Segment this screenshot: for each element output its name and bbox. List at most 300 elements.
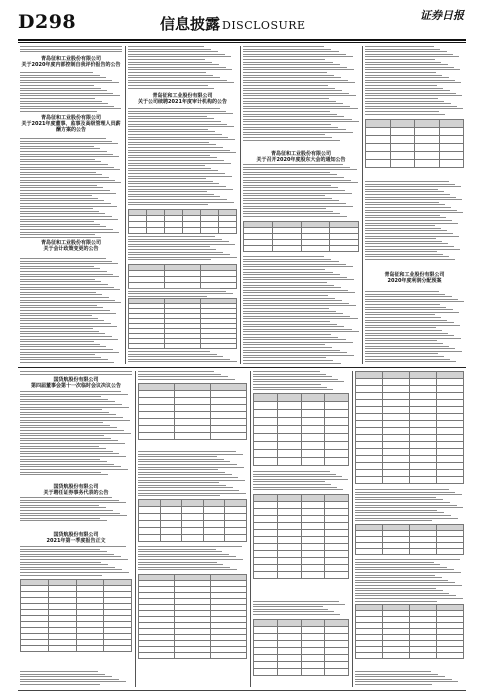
body-text-line (138, 487, 233, 488)
body-text-line (243, 56, 353, 57)
body-text-line (20, 261, 112, 262)
table-row (244, 246, 359, 252)
announcement-company: 青岛征和工业股份有限公司 (270, 151, 331, 157)
table-cell (366, 152, 391, 160)
body-text-line (128, 259, 211, 260)
table-cell (356, 477, 383, 484)
body-text-line (20, 300, 115, 301)
table-cell (301, 418, 325, 426)
data-table (128, 209, 237, 234)
body-text-line (128, 202, 234, 203)
body-text-line (243, 108, 358, 109)
table-cell (301, 620, 325, 627)
table-cell (139, 398, 175, 405)
body-text-line (128, 257, 237, 258)
body-text-line (128, 291, 226, 292)
body-text-line (20, 427, 117, 428)
table-cell (254, 544, 278, 551)
announcement-title: 关于召开2020年度股东大会的通知公告 (256, 157, 346, 163)
table-cell (225, 500, 247, 507)
body-text-line (138, 376, 228, 377)
body-text-line (128, 80, 227, 81)
table-cell (160, 535, 182, 542)
body-text-line (355, 671, 431, 672)
body-text-line (20, 451, 113, 452)
table-cell (139, 412, 175, 419)
column-divider (352, 371, 353, 687)
table-cell (366, 128, 391, 136)
table-cell (211, 391, 247, 398)
table-cell (301, 410, 325, 418)
body-text-line (20, 433, 131, 434)
body-text-line (128, 351, 210, 352)
body-text-line (128, 249, 216, 250)
table-cell (356, 421, 383, 428)
body-text-line (128, 157, 217, 158)
table-cell (356, 393, 383, 400)
body-text-line (243, 98, 329, 99)
body-text-line (20, 440, 118, 441)
body-text-line (243, 90, 342, 91)
page-divider (18, 367, 466, 368)
announcement-company: 青岛征和工业股份有限公司 (384, 272, 445, 278)
body-text-line (128, 204, 208, 205)
table-cell (48, 646, 76, 652)
body-text-line (20, 289, 120, 290)
table-row (129, 344, 237, 349)
body-text-line (355, 489, 449, 490)
body-text-line (243, 182, 358, 183)
body-text-line (365, 114, 445, 115)
table-cell (277, 530, 301, 537)
table-cell (301, 502, 325, 509)
table-cell (410, 549, 437, 555)
table-row (366, 144, 464, 152)
table-cell (366, 120, 391, 128)
table-cell (437, 393, 464, 400)
table-cell (139, 514, 161, 521)
body-text-line (355, 681, 458, 682)
table-cell (325, 551, 349, 558)
table-cell (211, 426, 247, 433)
body-text-line (365, 259, 455, 260)
body-text-line (365, 325, 460, 326)
body-text-line (20, 49, 122, 50)
body-text-line (365, 309, 453, 310)
table-cell (356, 463, 383, 470)
body-text-line (20, 216, 112, 217)
section-title-cn: 信息披露 (160, 15, 221, 33)
body-text-line (243, 313, 343, 314)
table-cell (356, 653, 383, 659)
data-table (355, 371, 464, 484)
body-text-line (20, 333, 105, 334)
table-cell (390, 152, 415, 160)
table-cell (383, 442, 410, 449)
table-cell (325, 502, 349, 509)
body-text-line (365, 67, 454, 68)
body-text-line (128, 59, 205, 60)
body-text-line (20, 341, 94, 342)
body-text-line (20, 459, 100, 460)
table-cell (410, 414, 437, 421)
body-text-line (138, 371, 214, 372)
body-text-line (355, 505, 457, 506)
table-row (356, 463, 464, 470)
body-text-line (253, 614, 340, 615)
body-text-line (20, 161, 101, 162)
body-text-line (20, 82, 119, 83)
body-text-line (20, 569, 122, 570)
body-text-line (355, 601, 437, 602)
table-row (356, 407, 464, 414)
body-text-line (20, 271, 107, 272)
table-cell (182, 535, 204, 542)
table-cell (325, 620, 349, 627)
table-cell (383, 463, 410, 470)
table-cell (254, 502, 278, 509)
body-text-line (128, 288, 220, 289)
body-text-line (128, 49, 211, 50)
table-cell (325, 537, 349, 544)
body-text-line (128, 72, 206, 73)
body-text-line (20, 339, 118, 340)
body-text-line (355, 512, 444, 513)
announcement-company: 国货航股份有限公司 (53, 484, 99, 490)
body-text-line (20, 438, 111, 439)
body-text-line (138, 474, 232, 475)
body-text-line (20, 466, 121, 467)
table-row (366, 152, 464, 160)
announcement-heading (20, 532, 132, 544)
column-divider (125, 46, 126, 364)
body-text-line (20, 80, 112, 81)
body-text-line (365, 54, 453, 55)
body-text-line (253, 479, 348, 480)
body-text-line (355, 497, 436, 498)
table-cell (390, 160, 415, 168)
body-text-line (365, 184, 455, 185)
table-cell (277, 634, 301, 641)
table-cell (254, 537, 278, 544)
body-text-line (128, 183, 219, 184)
body-text-line (365, 69, 460, 70)
table-cell (182, 521, 204, 528)
table-cell (383, 653, 410, 659)
body-text-line (365, 307, 446, 308)
body-text-line (20, 221, 94, 222)
body-text-line (20, 396, 101, 397)
table-cell (160, 507, 182, 514)
body-text-line (20, 554, 114, 555)
table-cell (325, 634, 349, 641)
table-cell (129, 344, 165, 349)
body-text-line (243, 54, 346, 55)
table-row (356, 435, 464, 442)
table-cell (175, 391, 211, 398)
table-cell (301, 648, 325, 655)
body-text-line (243, 216, 347, 217)
body-text-line (365, 85, 437, 86)
body-text-line (243, 206, 353, 207)
table-cell (301, 655, 325, 662)
column-bottom-3 (253, 371, 349, 687)
body-text-line (128, 160, 224, 161)
body-text-line (20, 294, 102, 295)
announcement-heading (243, 151, 359, 163)
body-text-line (365, 233, 453, 234)
body-text-line (355, 492, 455, 493)
table-cell (410, 477, 437, 484)
table-cell (410, 393, 437, 400)
body-text-line (365, 346, 449, 347)
body-text-line (20, 284, 108, 285)
body-text-line (355, 559, 460, 560)
table-cell (437, 379, 464, 386)
body-text-line (20, 219, 118, 220)
table-row (356, 400, 464, 407)
table-cell (437, 449, 464, 456)
body-text-line (128, 139, 235, 140)
table-cell (301, 434, 325, 442)
column-divider (240, 46, 241, 364)
table-cell (277, 572, 301, 579)
body-text-line (365, 64, 448, 65)
body-text-line (128, 134, 222, 135)
body-text-line (128, 118, 214, 119)
body-text-line (365, 72, 436, 73)
body-text-line (243, 355, 354, 356)
body-text-line (138, 564, 223, 565)
body-text-line (243, 272, 333, 273)
table-row (254, 558, 349, 565)
body-text-line (20, 430, 124, 431)
body-text-line (20, 193, 116, 194)
body-text-line (253, 611, 334, 612)
table-cell (325, 662, 349, 669)
announcement-heading (365, 272, 464, 284)
table-cell (203, 528, 225, 535)
body-text-line (20, 172, 96, 173)
table-row (254, 516, 349, 523)
table-cell (410, 400, 437, 407)
table-row (139, 405, 247, 412)
table-cell (175, 653, 211, 659)
body-text-line (20, 518, 100, 519)
table-cell (211, 419, 247, 426)
table-cell (277, 402, 301, 410)
table-row (356, 428, 464, 435)
table-cell (301, 394, 325, 402)
body-text-line (20, 502, 126, 503)
body-text-line (20, 187, 103, 188)
body-text-line (243, 277, 347, 278)
body-text-line (20, 51, 122, 52)
body-text-line (138, 459, 224, 460)
body-text-line (365, 181, 449, 182)
data-table (128, 264, 237, 289)
body-text-line (243, 134, 325, 135)
table-row (366, 136, 464, 144)
body-text-line (243, 337, 338, 338)
table-row (254, 662, 349, 669)
table-cell (437, 435, 464, 442)
body-text-line (355, 520, 432, 521)
body-text-line (365, 246, 454, 247)
body-text-line (20, 276, 119, 277)
body-text-line (138, 480, 245, 481)
body-text-line (243, 303, 349, 304)
table-cell (277, 410, 301, 418)
table-cell (254, 458, 278, 466)
table-row (254, 509, 349, 516)
body-text-line (365, 348, 455, 349)
body-text-line (365, 207, 451, 208)
body-text-line (20, 151, 107, 152)
body-text-line (355, 567, 447, 568)
body-text-line (20, 182, 121, 183)
body-text-line (20, 409, 102, 410)
body-text-line (355, 585, 462, 586)
body-text-line (243, 208, 326, 209)
body-text-line (20, 258, 106, 259)
table-row (254, 551, 349, 558)
body-text-line (243, 339, 346, 340)
body-text-line (138, 490, 239, 491)
body-text-line (20, 297, 109, 298)
body-text-line (243, 326, 344, 327)
table-cell (277, 523, 301, 530)
body-text-line (243, 95, 356, 96)
table-cell (277, 558, 301, 565)
body-text-line (243, 88, 335, 89)
body-text-line (365, 338, 461, 339)
body-text-line (20, 362, 114, 363)
body-text-line (20, 676, 112, 677)
table-cell (383, 477, 410, 484)
body-text-line (365, 90, 450, 91)
table-cell (437, 414, 464, 421)
table-row (356, 421, 464, 428)
body-text-line (243, 101, 336, 102)
body-text-line (20, 266, 94, 267)
table-cell (366, 160, 391, 168)
table-row (254, 634, 349, 641)
body-text-line (243, 308, 329, 309)
body-text-line (20, 211, 99, 212)
body-text-line (20, 101, 102, 102)
table-cell (390, 128, 415, 136)
body-text-line (243, 298, 335, 299)
table-cell (301, 662, 325, 669)
table-row (254, 669, 349, 676)
announcement-company: 国货航股份有限公司 (53, 377, 99, 383)
body-text-line (365, 251, 437, 252)
page-header (0, 0, 484, 44)
table-cell (383, 400, 410, 407)
body-text-line (20, 98, 95, 99)
table-cell (277, 537, 301, 544)
body-text-line (20, 497, 112, 498)
data-table (355, 524, 464, 555)
body-text-line (20, 177, 109, 178)
table-cell (277, 620, 301, 627)
table-cell (254, 565, 278, 572)
body-text-line (20, 281, 101, 282)
data-table (365, 119, 464, 168)
body-text-line (365, 101, 444, 102)
table-row (356, 393, 464, 400)
body-text-line (20, 354, 95, 355)
column-top-4 (365, 46, 464, 364)
body-text-line (243, 363, 341, 364)
table-cell (415, 160, 440, 168)
table-row (254, 523, 349, 530)
body-text-line (20, 237, 101, 238)
table-row (356, 442, 464, 449)
body-text-line (20, 572, 129, 573)
announcement-heading (20, 56, 122, 68)
table-cell (277, 495, 301, 502)
data-table (355, 604, 464, 659)
body-text-line (253, 481, 325, 482)
body-text-line (20, 674, 105, 675)
table-cell (439, 136, 464, 144)
table-cell (325, 509, 349, 516)
table-cell (139, 419, 175, 426)
body-text-line (243, 82, 355, 83)
table-cell (225, 514, 247, 521)
column-bottom-2 (138, 371, 247, 687)
data-table (253, 619, 349, 676)
body-text-line (20, 510, 113, 511)
table-cell (325, 572, 349, 579)
table-row (254, 458, 349, 466)
table-row (356, 449, 464, 456)
announcement-title: 关于2020年度内部控制自我评价报告的公告 (21, 62, 121, 68)
column-divider (250, 371, 251, 687)
body-text-line (20, 412, 109, 413)
table-cell (301, 523, 325, 530)
body-text-line (365, 191, 444, 192)
table-cell (410, 653, 437, 659)
table-cell (211, 653, 247, 659)
table-cell (139, 426, 175, 433)
body-text-line (365, 103, 451, 104)
table-cell (254, 418, 278, 426)
body-text-line (20, 77, 106, 78)
body-text-line (20, 425, 110, 426)
table-row (254, 410, 349, 418)
body-text-line (355, 684, 432, 685)
body-text-line (243, 167, 350, 168)
body-text-line (365, 241, 442, 242)
table-cell (201, 344, 237, 349)
table-row (139, 500, 247, 507)
body-text-line (365, 333, 448, 334)
table-row (254, 572, 349, 579)
body-text-line (138, 477, 238, 478)
body-text-line (243, 80, 348, 81)
body-text-line (355, 507, 463, 508)
table-cell (211, 398, 247, 405)
table-cell (437, 421, 464, 428)
body-text-line (20, 399, 108, 400)
body-text-line (365, 335, 454, 336)
body-text-line (243, 127, 338, 128)
table-row (254, 394, 349, 402)
body-text-line (365, 194, 450, 195)
